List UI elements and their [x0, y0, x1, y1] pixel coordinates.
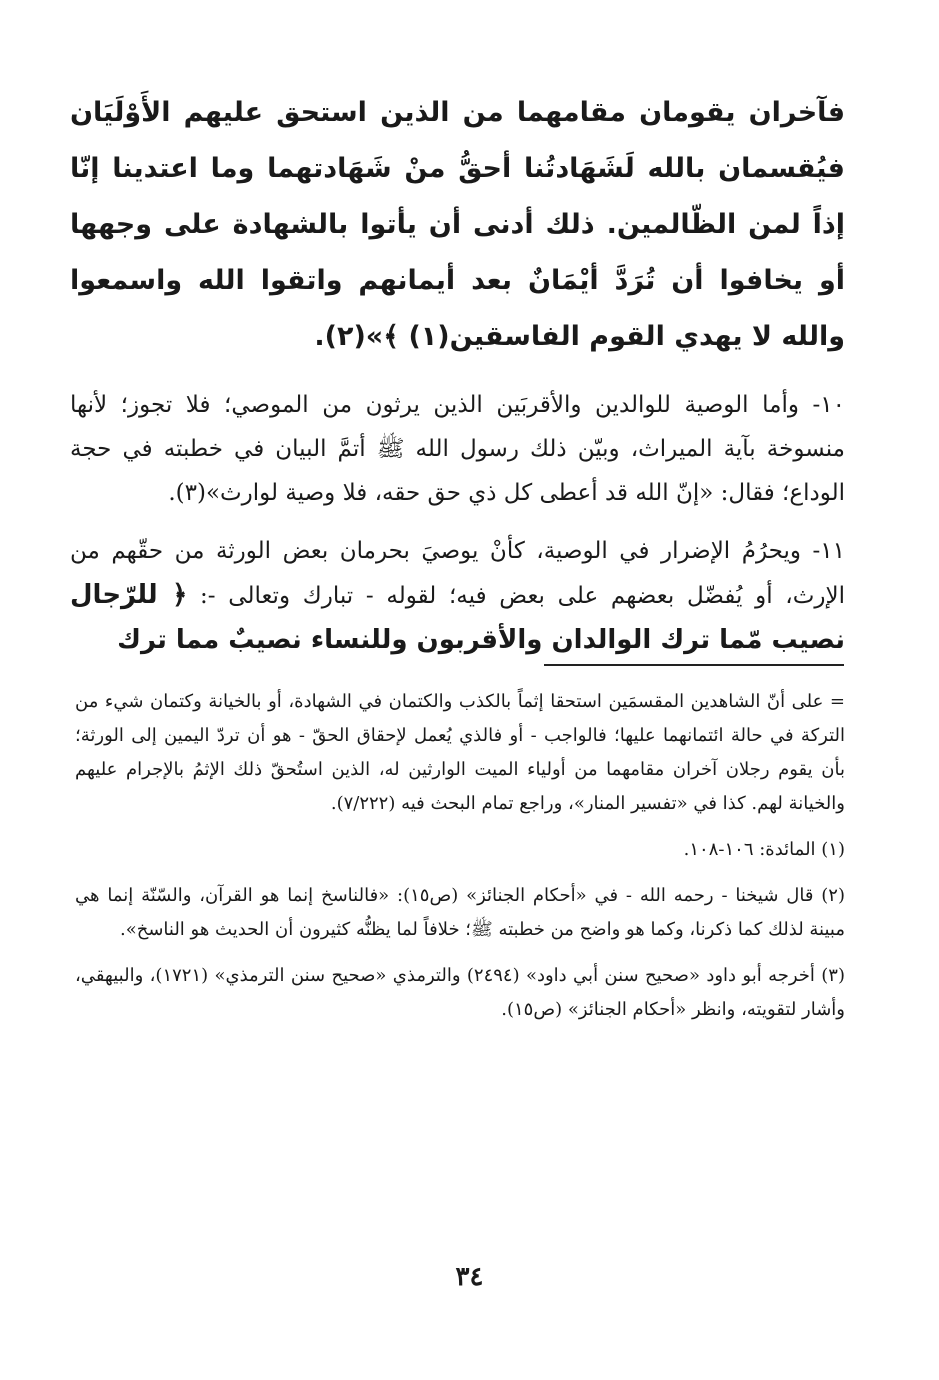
paragraph-11-intro: ١١- ويحرُمُ الإضرار في الوصية، كأنْ يوصيَ بحرمان بعض الورثة من حقّهم من الإرث، أو يُفضّل بعضهم على بعض فيه؛ لقوله - تبارك وتعالى -:	[70, 538, 845, 609]
footnote-continuation: = على أنّ الشاهدين المقسمَين استحقا إثماً بالكذب والكتمان في الشهادة، أو بالخيانة وكتمان شيء من التركة في حالة ائتمانهما عليها؛ فالواجب - أو فالذي يُعمل لإحقاق الحقّ - هو أن تردّ اليمين إلى الورثة؛ بأن يقوم رجلان آخران مقامهما من أولياء الميت الوارثين له، الذين استُحقّ ذلك الإثمُ بالإجرام عليهم والخيانة لهم. كذا في «تفسير المنار»، وراجع تمام البحث فيه (٧/٢٢٢).	[75, 691, 845, 814]
quran-verse: فآخران يقومان مقامهما من الذين استحق عليهم الأَوْلَيَان فيُقسمان بالله لَشَهَادتُنا أحقُّ منْ شَهَادتهما وما اعتدينا إنّا إذاً لمن الظّالمين. ذلك أدنى أن يأتوا بالشهادة على وجهها أو يخافوا أن تُرَدَّ أيْمَانٌ بعد أيمانهم واتقوا الله واسمعوا والله لا يهدي القوم الفاسقين	[70, 97, 845, 352]
quran-verse-refs: (١) ﴾»(٢).	[314, 321, 450, 352]
footnote-3: (٣) أخرجه أبو داود «صحيح سنن أبي داود» (٢٤٩٤) والترمذي «صحيح سنن الترمذي» (١٧٢١)، والبيهقي، وأشار لتقويته، وانظر «أحكام الجنائز» (ص١٥).	[75, 965, 845, 1020]
footnotes	[75, 685, 845, 1039]
page-number: ٣٤	[455, 1262, 484, 1292]
footnote-2: (٢) قال شيخنا - رحمه الله - في «أحكام الجنائز» (ص١٥): «فالناسخ إنما هو القرآن، والسّنّة إنما هي مبينة لذلك كما ذكرنا، وكما هو واضح من خطبته ﷺ؛ خلافاً لما يظنُّه كثيرون أن الحديث هو الناسخ».	[75, 885, 845, 940]
paragraph-11	[70, 529, 845, 663]
footnote-1: (١) المائدة: ١٠٦-١٠٨.	[683, 839, 845, 860]
main-text	[70, 85, 845, 677]
quran-verse-block	[70, 85, 845, 365]
paragraph-10: ١٠- وأما الوصية للوالدين والأقربَين الذين يرثون من الموصي؛ فلا تجوز؛ لأنها منسوخة بآية الميراث، وبيّن ذلك رسول الله ﷺ أتمَّ البيان في خطبته في حجة الوداع؛ فقال: «إنّ الله قد أعطى كل ذي حق حقه، فلا وصية لوارث»(٣).	[70, 392, 845, 506]
paragraph-11-quran: ﴿ للرّجال نصيب مّما ترك الوالدان والأقربون وللنساء نصيبٌ مما ترك	[70, 580, 845, 655]
footnote-separator	[544, 664, 844, 666]
